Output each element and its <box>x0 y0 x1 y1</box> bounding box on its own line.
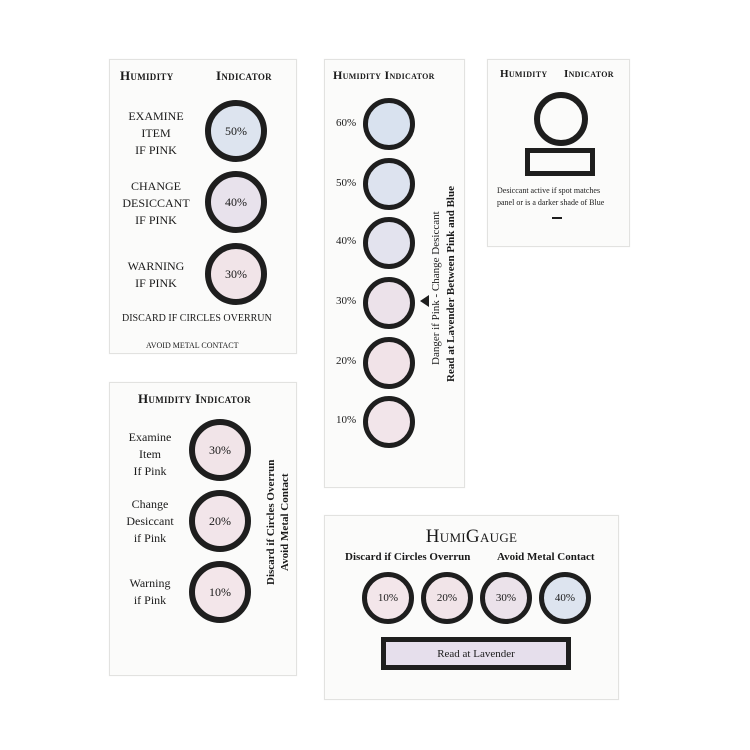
humidity-indicator-card-2 <box>324 59 465 488</box>
card2-level-10: 10% <box>336 414 357 426</box>
card2-level-40: 40% <box>336 235 357 247</box>
level-pointer-arrow-icon <box>420 295 429 307</box>
card1-row1-label: EXAMINE ITEM IF PINK <box>128 109 184 157</box>
card1-row2-label: CHANGE DESICCANT IF PINK <box>122 179 190 227</box>
indicator-spot-40b <box>363 217 415 269</box>
indicator-spot-30c: 30% <box>189 419 251 481</box>
indicator-spot-50b <box>363 158 415 210</box>
card1-avoid-text: AVOID METAL CONTACT <box>146 341 239 350</box>
humigauge-spot-10: 10% <box>362 572 414 624</box>
humigauge-spot-20: 20% <box>421 572 473 624</box>
card3-note-line-1: Desiccant active if spot matches <box>497 186 601 195</box>
indicator-spot-60 <box>363 98 415 150</box>
card3-title-right: Indicator <box>564 68 614 80</box>
indicator-spot-10 <box>363 396 415 448</box>
card4-row3-label: Warning if Pink <box>129 576 171 607</box>
card5-title: HumiGauge <box>425 526 518 547</box>
card4-title: Humidity Indicator <box>138 391 251 406</box>
humigauge-spot-30: 30% <box>480 572 532 624</box>
humigauge-spot-40: 40% <box>539 572 591 624</box>
humidity-indicator-card-1 <box>109 59 297 354</box>
card4-row2-label: Change Desiccant if Pink <box>126 497 174 545</box>
card2-level-30: 30% <box>336 295 357 307</box>
indicator-spot-20c: 20% <box>189 490 251 552</box>
indicator-spot-50: 50% <box>205 100 267 162</box>
desiccant-spot <box>534 92 588 146</box>
card2-level-60: 60% <box>336 117 357 129</box>
read-at-lavender-bar: Read at Lavender <box>381 637 571 670</box>
indicator-spot-40: 40% <box>205 171 267 233</box>
card5-sub-right: Avoid Metal Contact <box>497 551 595 563</box>
card2-title: Humidity Indicator <box>333 68 435 82</box>
card4-row1-label: Examine Item If Pink <box>128 430 172 478</box>
card1-title-left: Humidity <box>120 68 174 83</box>
indicator-spot-20 <box>363 337 415 389</box>
card4-side-text-1: Discard if Circles Overrun <box>265 459 277 585</box>
humidity-indicator-card-3 <box>487 59 630 247</box>
card1-title-right: Indicator <box>216 68 272 83</box>
card2-side-text-1: Danger if Pink - Change Desiccant <box>430 211 442 365</box>
indicator-spot-10c: 10% <box>189 561 251 623</box>
card2-level-20: 20% <box>336 355 357 367</box>
indicator-spot-30: 30% <box>205 243 267 305</box>
card1-discard-text: DISCARD IF CIRCLES OVERRUN <box>122 313 272 324</box>
card2-side-text-2: Read at Lavender Between Pink and Blue <box>445 186 457 382</box>
card5-sub-left: Discard if Circles Overrun <box>345 551 471 563</box>
divider-dash <box>552 217 562 219</box>
card4-side-text-2: Avoid Metal Contact <box>279 473 291 571</box>
card1-row3-label: WARNING IF PINK <box>127 259 185 290</box>
card3-note-line-2: panel or is a darker shade of Blue <box>497 198 605 207</box>
color-match-panel <box>525 148 595 176</box>
indicator-spot-30b <box>363 277 415 329</box>
card3-title-left: Humidity <box>500 68 548 80</box>
humidity-indicator-card-4 <box>109 382 297 676</box>
humigauge-card <box>324 515 619 700</box>
card2-level-50: 50% <box>336 177 357 189</box>
